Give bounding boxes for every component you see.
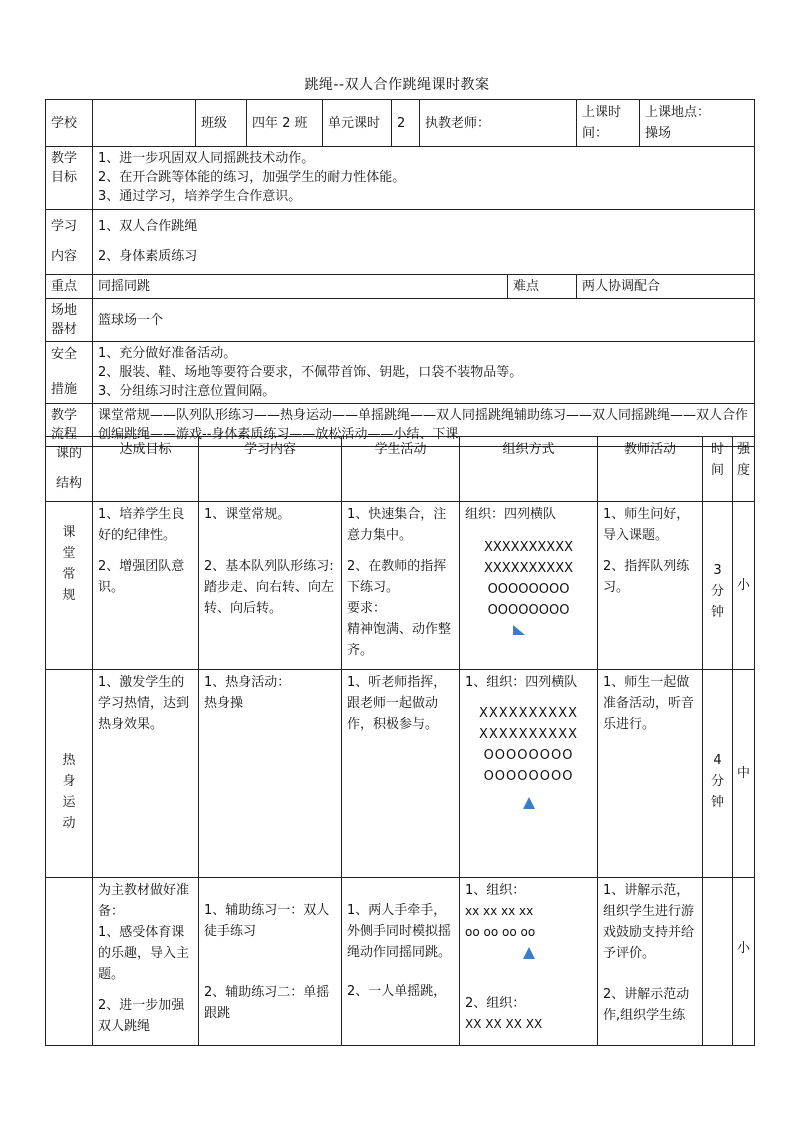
safety-label: 安全 措施 <box>46 342 93 404</box>
class-value: 四年 2 班 <box>247 100 323 147</box>
school-value <box>93 100 196 147</box>
warmup-formation: XXXXXXXXXX XXXXXXXXXX OOOOOOOO OOOOOOOO <box>478 706 579 784</box>
place-cell <box>640 100 755 147</box>
objectives-label: 教学 目标 <box>46 147 93 210</box>
main-teacher: 1、讲解示范，组织学生进行游戏鼓励支持并给予评价。 2、讲解示范动作,组织学生练 <box>598 878 703 1046</box>
main-goal: 为主教材做好准备： 1、感受体育课的乐趣，导入主题。 2、进一步加强双人跳绳 <box>93 878 199 1046</box>
warmup-row <box>46 670 755 878</box>
column-learning: 学习内容 <box>199 437 342 502</box>
time-label: 上课时间： <box>577 100 640 147</box>
unit-label: 单元课时 <box>323 100 392 147</box>
main-section <box>46 878 93 1046</box>
routine-teacher: 1、师生问好，导入课题。 2、指挥队列练习。 <box>598 502 703 670</box>
main-content: 1、辅助练习一：双人徒手练习 2、辅助练习二：单摇跟跳 <box>199 878 342 1046</box>
warmup-organization: 1、组织：四列横队 XXXXXXXXXX XXXXXXXXXX OOOOOOOO OOOOOOOO <box>460 670 598 878</box>
routine-organization: 组织：四列横队 XXXXXXXXXX XXXXXXXXXX OOOOOOOO OOOOOOOO <box>460 502 598 670</box>
teacher-position-icon <box>523 797 535 809</box>
lesson-overview-table <box>45 99 755 447</box>
safety-list: 1、充分做好准备活动。 2、服装、鞋、场地等要符合要求，不佩带首饰、钥匙，口袋不装物品等。 3、分组练习时注意位置间隔。 <box>93 342 755 404</box>
routine-formation: XXXXXXXXXX XXXXXXXXXX OOOOOOOO OOOOOOOO <box>483 540 574 618</box>
column-organization: 组织方式 <box>460 437 598 502</box>
routine-content: 1、课堂常规。 2、基本队列队形练习:踏步走、向右转、向左转、向后转。 <box>199 502 342 670</box>
place-label: 上课地点： <box>645 105 711 120</box>
column-teacher: 教师活动 <box>598 437 703 502</box>
lesson-procedure-table <box>45 436 755 1046</box>
column-time: 时 间 <box>703 437 733 502</box>
warmup-content: 1、热身活动： 热身操 <box>199 670 342 878</box>
routine-intensity: 小 <box>733 502 755 670</box>
main-student: 1、两人手牵手，外侧手同时模拟摇绳动作同摇同跳。 2、一人单摇跳， <box>342 878 460 1046</box>
routine-section: 课 堂 常 规 <box>46 502 93 670</box>
column-structure: 课的 结构 <box>46 437 93 502</box>
column-intensity: 强 度 <box>733 437 755 502</box>
warmup-time: 4 分 钟 <box>703 670 733 878</box>
key-point-value: 同摇同跳 <box>93 275 508 299</box>
column-goal: 达成目标 <box>93 437 199 502</box>
objectives-list: 1、进一步巩固双人同摇跳技术动作。 2、在开合跳等体能的练习，加强学生的耐力性体能。 3、通过学习，培养学生合作意识。 <box>93 147 755 210</box>
teacher-position-icon <box>513 625 525 635</box>
key-point-label: 重点 <box>46 275 93 299</box>
main-row <box>46 878 755 1046</box>
warmup-goal: 1、激发学生的学习热情，达到热身效果。 <box>93 670 199 878</box>
main-intensity: 小 <box>733 878 755 1046</box>
difficulty-label: 难点 <box>508 275 577 299</box>
main-time <box>703 878 733 1046</box>
place-value: 操场 <box>645 126 672 141</box>
venue-value: 篮球场一个 <box>93 299 755 342</box>
flow-text: 课堂常规——队列队形练习——热身运动——单摇跳绳——双人同摇跳绳辅助练习——双人同摇跳绳——双人合作创编跳绳——游戏--身体素质练习——放松活动——小结、下课 <box>93 404 755 447</box>
difficulty-value: 两人协调配合 <box>577 275 755 299</box>
class-label: 班级 <box>196 100 247 147</box>
teacher-position-icon <box>523 947 535 959</box>
routine-student: 1、快速集合，注意力集中。 2、在教师的指挥下练习。 要求： 精神饱满、动作整齐。 <box>342 502 460 670</box>
warmup-teacher: 1、师生一起做准备活动，听音乐进行。 <box>598 670 703 878</box>
warmup-section: 热 身 运 动 <box>46 670 93 878</box>
routine-time: 3 分 钟 <box>703 502 733 670</box>
routine-row <box>46 502 755 670</box>
warmup-intensity: 中 <box>733 670 755 878</box>
teacher-label: 执教老师： <box>420 100 577 147</box>
school-label: 学校 <box>46 100 93 147</box>
unit-value: 2 <box>392 100 420 147</box>
page-title: 跳绳--双人合作跳绳课时教案 <box>304 77 490 93</box>
flow-label: 教学 流程 <box>46 404 93 447</box>
content-label: 学习 内容 <box>46 210 93 275</box>
warmup-student: 1、听老师指挥，跟老师一起做动作，积极参与。 <box>342 670 460 878</box>
column-student: 学生活动 <box>342 437 460 502</box>
routine-goal: 1、培养学生良好的纪律性。 2、增强团队意识。 <box>93 502 199 670</box>
main-organization: 1、组织： xx xx xx xx oo oo oo oo 2、组织： XX XX XX XX <box>460 878 598 1046</box>
content-list: 1、双人合作跳绳 2、身体素质练习 <box>93 210 755 275</box>
venue-label: 场地 器材 <box>46 299 93 342</box>
